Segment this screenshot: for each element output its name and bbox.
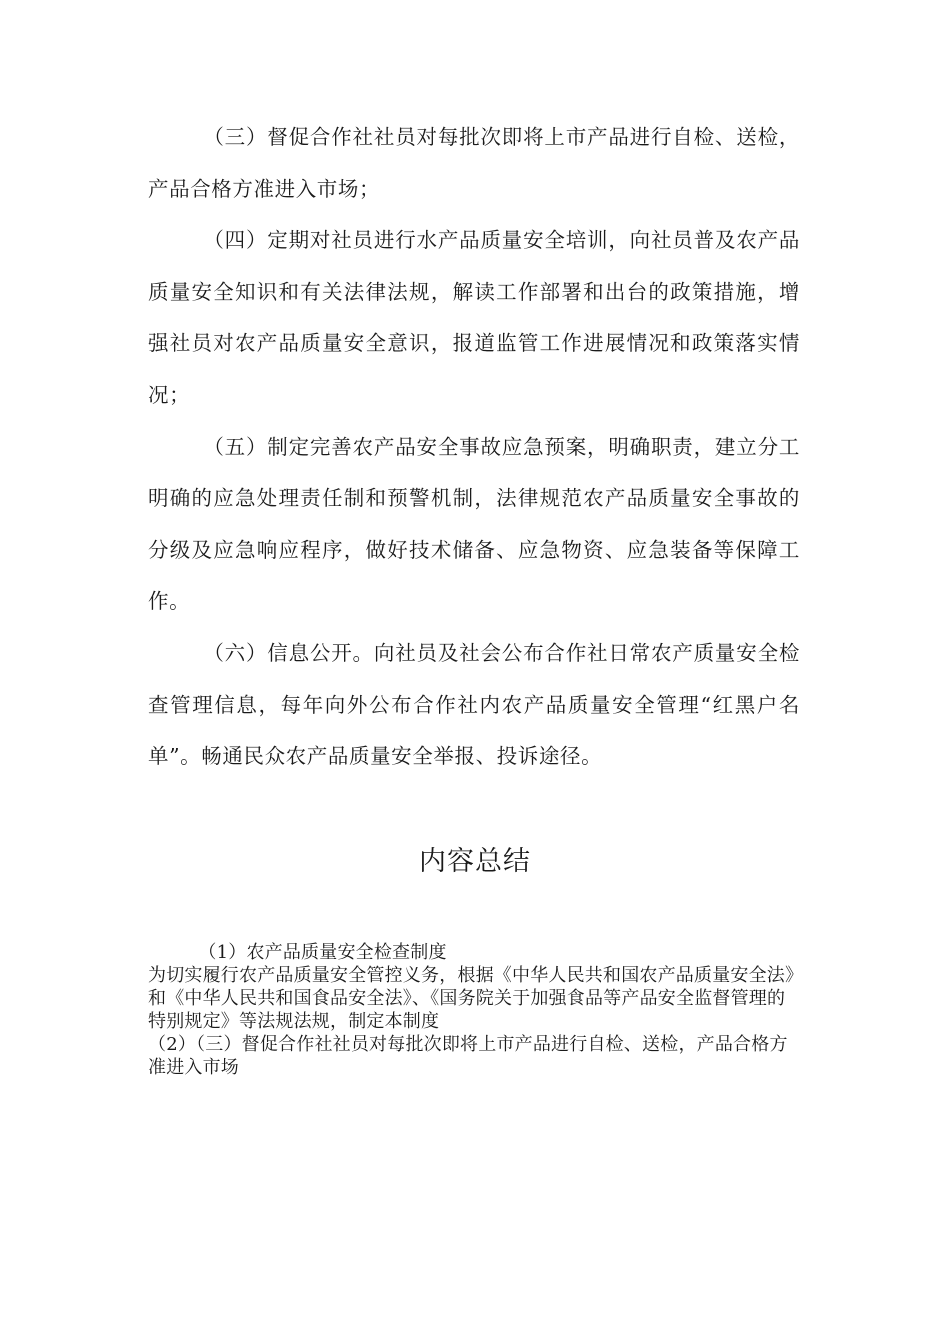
summary-section [148,941,803,1079]
paragraph-5: （五）制定完善农产品安全事故应急预案，明确职责，建立分工明确的应急处理责任制和预警机制，法律规范农产品质量安全事故的分级及应急响应程序，做好技术储备、应急物资、应急装备等保障工作。 [148,434,800,614]
summary-item-1-heading: （1）农产品质量安全检查制度 [198,942,447,963]
paragraph-6: （六）信息公开。向社员及社会公布合作社日常农产质量安全检查管理信息，每年向外公布合作社内农产品质量安全管理“红黑户名单”。畅通民众农产品质量安全举报、投诉途径。 [148,640,800,769]
document-body [148,112,800,783]
summary-item-2: （2）（三）督促合作社社员对每批次即将上市产品进行自检、送检，产品合格方准进入市场 [148,1034,788,1078]
summary-title: 内容总结 [419,846,531,877]
summary-item-1-body: 为切实履行农产品质量安全管控义务，根据《中华人民共和国农产品质量安全法》和《中华人民共和国食品安全法》、《国务院关于加强食品等产品安全监督管理的特别规定》等法规法规，制定本制度 [148,965,795,1032]
paragraph-3: （三）督促合作社社员对每批次即将上市产品进行自检、送检，产品合格方准进入市场； [148,125,800,201]
paragraph-4: （四）定期对社员进行水产品质量安全培训，向社员普及农产品质量安全知识和有关法律法规，解读工作部署和出台的政策措施，增强社员对农产品质量安全意识，报道监管工作进展情况和政策落实情况； [148,228,800,407]
